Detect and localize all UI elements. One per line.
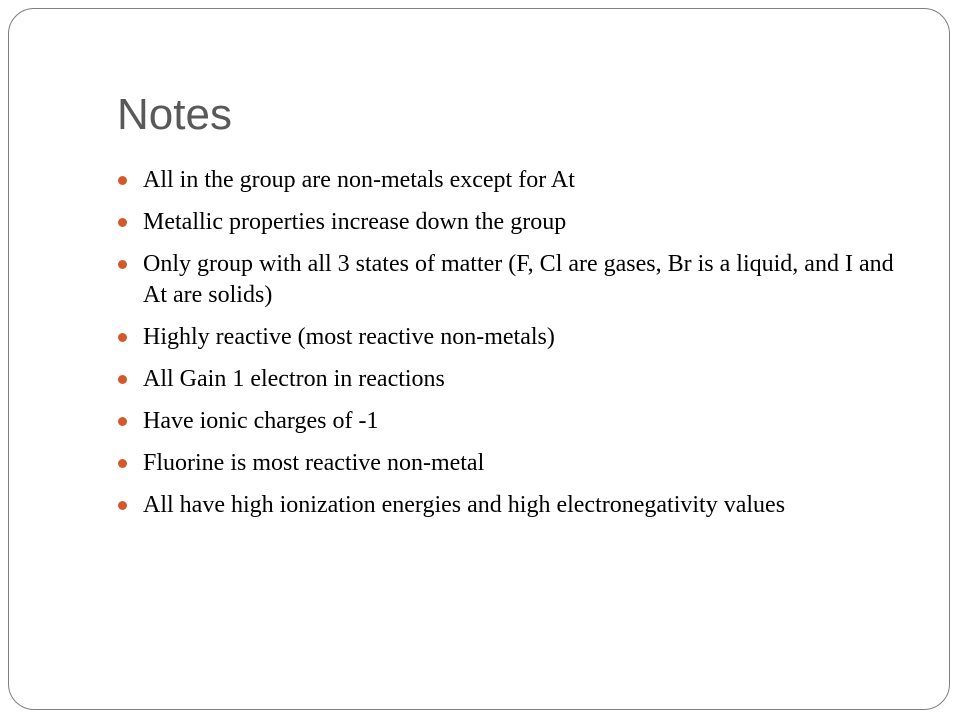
- bullet-dot-icon: [118, 260, 127, 269]
- bullet-item: [115, 364, 915, 395]
- bullet-dot-icon: [118, 218, 127, 227]
- bullet-text: Have ionic charges of -1: [143, 408, 379, 434]
- bullet-dot-icon: [118, 459, 127, 468]
- bullet-item: [115, 406, 915, 437]
- bullet-item: [115, 322, 915, 353]
- bullet-text: Metallic properties increase down the group: [143, 209, 567, 235]
- bullet-dot-icon: [118, 176, 127, 185]
- bullet-text: Highly reactive (most reactive non-metals): [143, 324, 555, 350]
- bullet-text: Fluorine is most reactive non-metal: [143, 450, 485, 476]
- bullet-dot-icon: [118, 375, 127, 384]
- bullet-text: Only group with all 3 states of matter (F, Cl are gases, Br is a liquid, and I and At are solids): [143, 251, 894, 308]
- slide-title: Notes: [117, 90, 232, 139]
- bullet-list: [115, 165, 915, 532]
- bullet-item: [115, 249, 915, 311]
- slide-frame: [8, 8, 950, 710]
- bullet-item: [115, 165, 915, 196]
- bullet-dot-icon: [118, 333, 127, 342]
- bullet-dot-icon: [118, 501, 127, 510]
- bullet-item: [115, 207, 915, 238]
- bullet-text: All Gain 1 electron in reactions: [143, 366, 445, 392]
- bullet-item: [115, 490, 915, 521]
- bullet-text: All in the group are non-metals except for At: [143, 167, 575, 193]
- bullet-text: All have high ionization energies and high electronegativity values: [143, 492, 786, 518]
- bullet-dot-icon: [118, 417, 127, 426]
- bullet-item: [115, 448, 915, 479]
